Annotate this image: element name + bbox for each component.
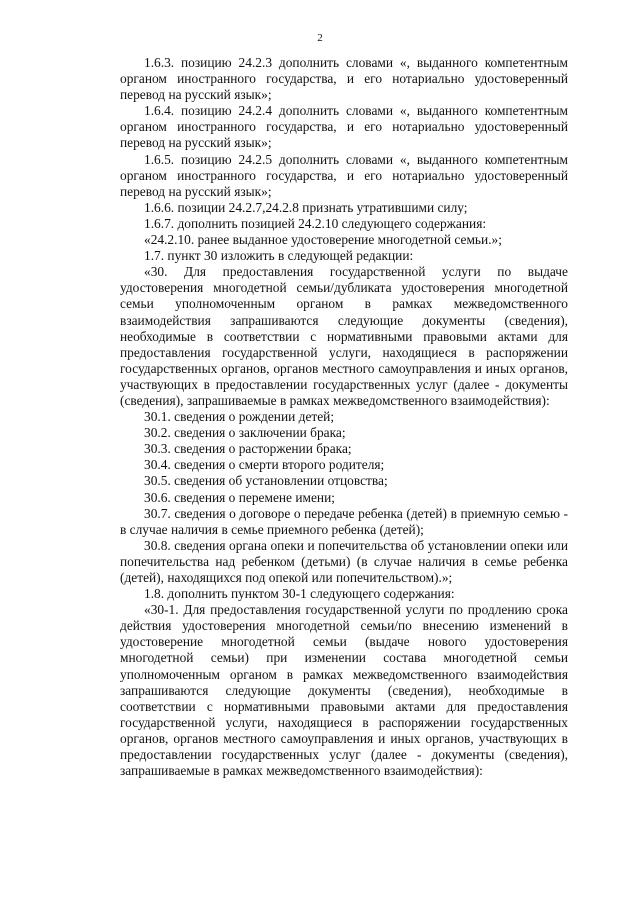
paragraph-30-3-item: 30.3. сведения о расторжении брака;	[144, 441, 352, 457]
paragraph-30-2-item: 30.2. сведения о заключении брака;	[144, 425, 346, 441]
paragraph-1-6-7: 1.6.7. дополнить позицией 24.2.10 следующего содержания:	[144, 215, 487, 231]
paragraph-24-2-10: «24.2.10. ранее выданное удостоверение многодетной семьи.»;	[144, 232, 502, 248]
paragraph-30: «30. Для предоставления государственной услуги по выдаче удостоверения многодетной семьи/дубликата удостоверения многодетной семьи уполномоченным органом в рамках межведомственного взаимодействия запрашиваются следующие документы (сведения), необходимые в соответствии с нормативными правовыми актами для предоставления государственной услуги, находящиеся в распоряжении государственных органов, органов местного самоуправления и иных органов, участвующих в предоставлении государственных услуг (далее - документы (сведения), запрашиваемые в рамках межведомственного взаимодействия):	[120, 264, 568, 408]
paragraph-30-4-item: 30.4. сведения о смерти второго родителя;	[144, 457, 385, 473]
paragraph-1-7: 1.7. пункт 30 изложить в следующей редакции:	[144, 248, 414, 264]
paragraph-30-1: «30-1. Для предоставления государственной услуги по продлению срока действия удостоверения многодетной семьи/по внесению изменений в удостоверение многодетной семьи (выдаче нового удостоверения многодетной семьи) при изменении состава многодетной семьи уполномоченным органом в рамках межведомственного взаимодействия запрашиваются следующие документы (сведения), необходимые в соответствии с нормативными правовыми актами для предоставления государственной услуги, находящиеся в распоряжении государственных органов, органов местного самоуправления и иных органов, участвующих в предоставлении государственных услуг (далее - документы (сведения), запрашиваемые в рамках межведомственного взаимодействия):	[120, 602, 568, 779]
paragraph-1-6-6: 1.6.6. позиции 24.2.7,24.2.8 признать утратившими силу;	[144, 199, 468, 215]
document-body	[120, 55, 568, 779]
paragraph-1-6-5: 1.6.5. позицию 24.2.5 дополнить словами «, выданного компетентным органом иностранного государства, и его нотариально удостоверенный перевод на русский язык»;	[120, 151, 568, 199]
paragraph-1-8: 1.8. дополнить пунктом 30-1 следующего содержания:	[144, 586, 455, 602]
paragraph-30-5-item: 30.5. сведения об установлении отцовства;	[144, 473, 388, 489]
page-number: 2	[317, 32, 323, 44]
paragraph-30-6-item: 30.6. сведения о перемене имени;	[144, 489, 335, 505]
paragraph-30-7-item: 30.7. сведения о договоре о передаче ребенка (детей) в приемную семью - в случае наличия в семье приемного ребенка (детей);	[120, 505, 568, 537]
paragraph-1-6-4: 1.6.4. позицию 24.2.4 дополнить словами «, выданного компетентным органом иностранного государства, и его нотариально удостоверенный перевод на русский язык»;	[120, 103, 568, 151]
paragraph-30-1-item: 30.1. сведения о рождении детей;	[144, 409, 335, 425]
paragraph-1-6-3: 1.6.3. позицию 24.2.3 дополнить словами «, выданного компетентным органом иностранного государства, и его нотариально удостоверенный перевод на русский язык»;	[120, 55, 568, 103]
paragraph-30-8-item: 30.8. сведения органа опеки и попечительства об установлении опеки или попечительства над ребенком (детьми) (в случае наличия в семье ребенка (детей), находящихся под опекой или попечительством).»;	[120, 537, 568, 585]
